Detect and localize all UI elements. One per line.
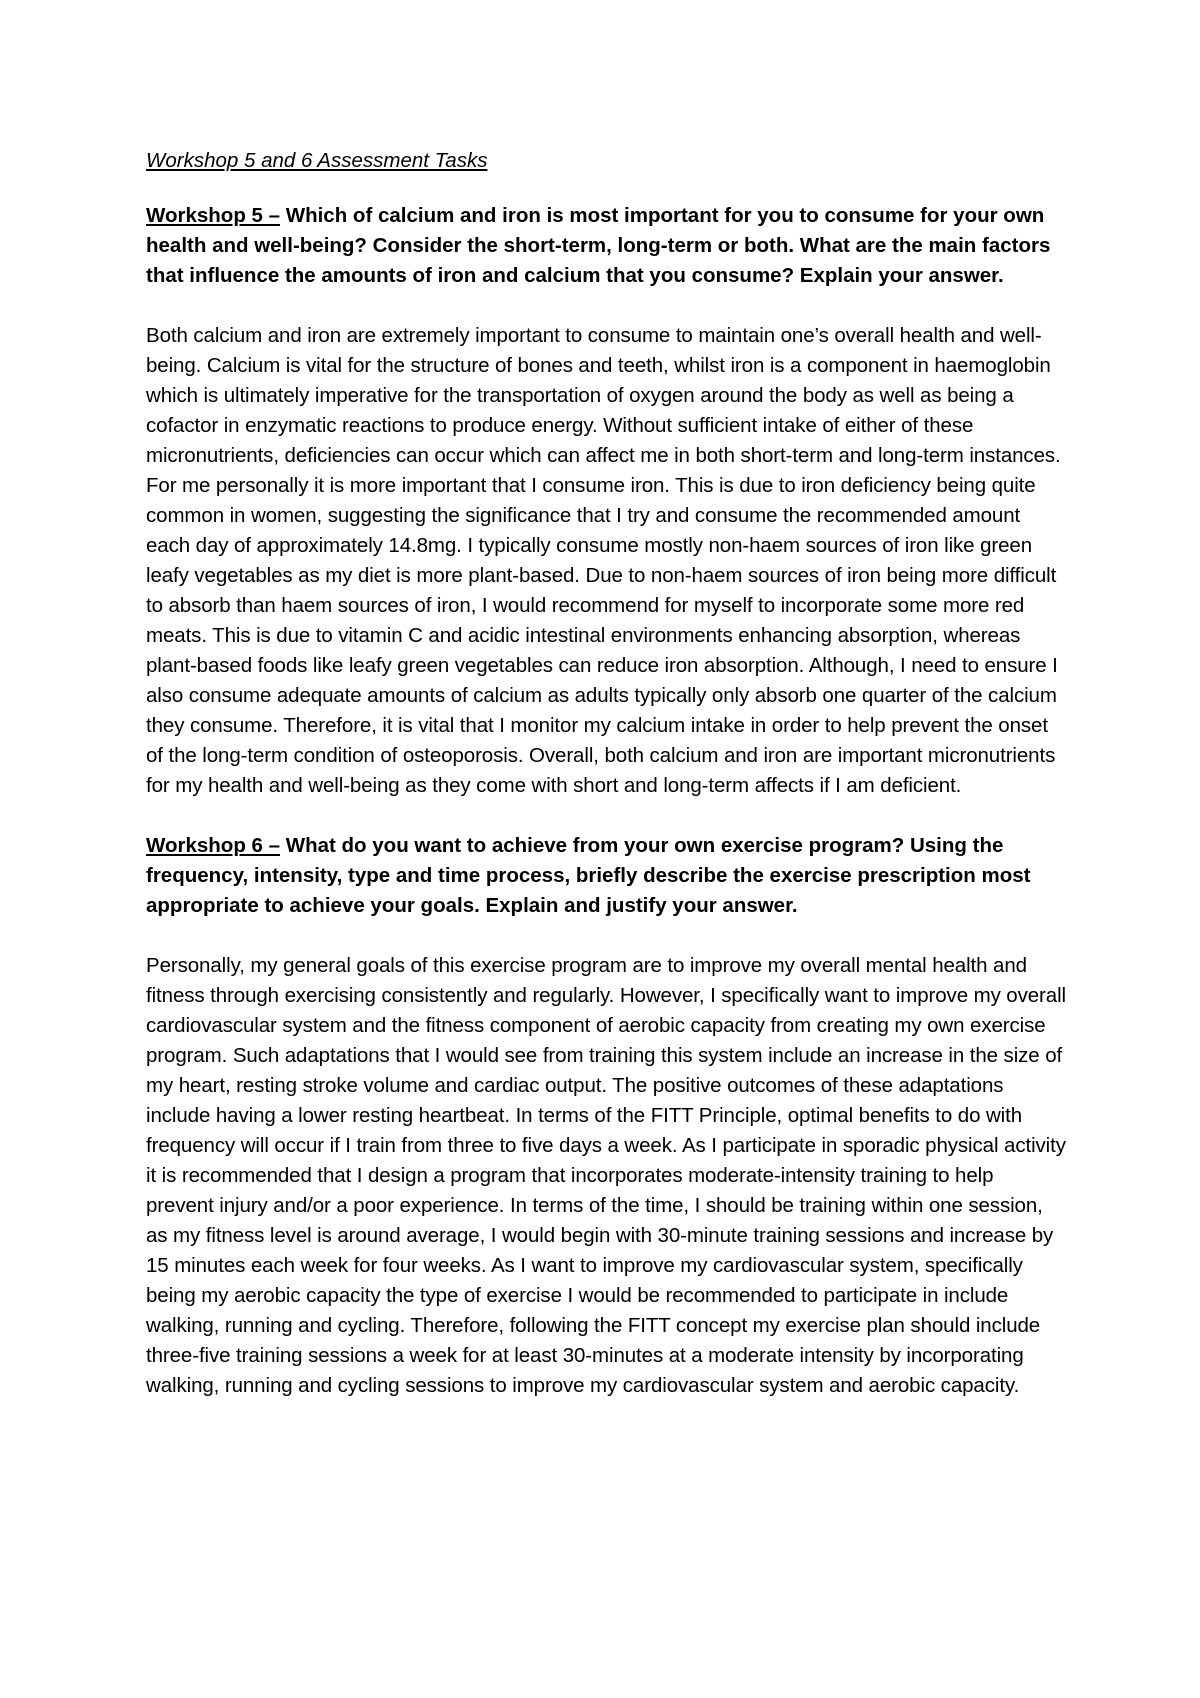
workshop-6-answer: Personally, my general goals of this exercise program are to improve my overall mental health and fitness through exercising consistently and regularly. However, I specifically want to improve my overall cardiovascular system and the fitness component of aerobic capacity from creating my own exercise program. Such adaptations that I would see from training this system include an increase in the size of my heart, resting stroke volume and cardiac output. The positive outcomes of these adaptations include having a lower resting heartbeat. In terms of the FITT Principle, optimal benefits to do with frequency will occur if I train from three to five days a week. As I participate in sporadic physical activity it is recommended that I design a program that incorporates moderate-intensity training to help prevent injury and/or a poor experience. In terms of the time, I should be training within one session, as my fitness level is around average, I would begin with 30-minute training sessions and increase by 15 minutes each week for four weeks. As I want to improve my cardiovascular system, specifically being my aerobic capacity the type of exercise I would be recommended to participate in include walking, running and cycling. Therefore, following the FITT concept my exercise plan should include three-five training sessions a week for at least 30-minutes at a moderate intensity by incorporating walking, running and cycling sessions to improve my cardiovascular system and aerobic capacity.	[146, 954, 1066, 1397]
workshop-6-question-text: What do you want to achieve from your own exercise program? Using the frequency, intensity, type and time process, briefly describe the exercise prescription most appropriate to achieve your goals. Explain and justify your answer.	[146, 834, 1031, 917]
workshop-5-question	[146, 201, 1066, 291]
workshop-5-label: Workshop 5 –	[146, 204, 281, 227]
workshop-5-question-text: Which of calcium and iron is most important for you to consume for your own health and well-being? Consider the short-term, long-term or both. What are the main factors that influence the amounts of iron and calcium that you consume? Explain your answer.	[146, 204, 1051, 287]
workshop-5-answer: Both calcium and iron are extremely important to consume to maintain one’s overall health and well-being. Calcium is vital for the structure of bones and teeth, whilst iron is a component in haemoglobin which is ultimately imperative for the transportation of oxygen around the body as well as being a cofactor in enzymatic reactions to produce energy. Without sufficient intake of either of these micronutrients, deficiencies can occur which can affect me in both short-term and long-term instances. For me personally it is more important that I consume iron. This is due to iron deficiency being quite common in women, suggesting the significance that I try and consume the recommended amount each day of approximately 14.8mg. I typically consume mostly non-haem sources of iron like green leafy vegetables as my diet is more plant-based. Due to non-haem sources of iron being more difficult to absorb than haem sources of iron, I would recommend for myself to incorporate some more red meats. This is due to vitamin C and acidic intestinal environments enhancing absorption, whereas plant-based foods like leafy green vegetables can reduce iron absorption. Although, I need to ensure I also consume adequate amounts of calcium as adults typically only absorb one quarter of the calcium they consume. Therefore, it is vital that I monitor my calcium intake in order to help prevent the onset of the long-term condition of osteoporosis. Overall, both calcium and iron are important micronutrients for my health and well-being as they come with short and long-term affects if I am deficient.	[146, 324, 1061, 797]
document-page	[146, 146, 1066, 1431]
workshop-6-label: Workshop 6 –	[146, 834, 281, 857]
document-title: Workshop 5 and 6 Assessment Tasks	[146, 149, 488, 172]
workshop-6-question	[146, 831, 1066, 921]
